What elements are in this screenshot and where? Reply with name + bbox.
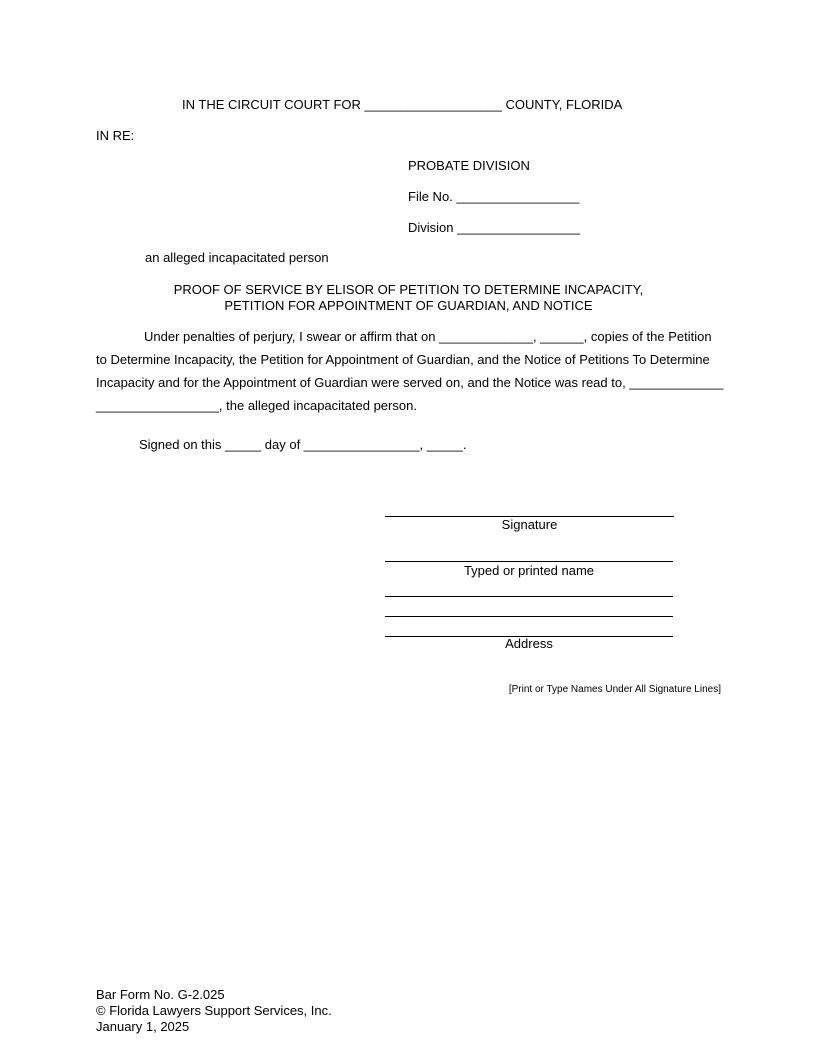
address-label: Address	[505, 636, 553, 651]
division-field: Division _________________	[408, 220, 581, 235]
signed-date-line: Signed on this _____ day of ________________, _____.	[139, 437, 467, 452]
paragraph-line-1: Under penalties of perjury, I swear or affirm that on _____________, ______, copies of the Petition	[144, 329, 712, 344]
form-footer	[96, 987, 332, 1035]
probate-division-label: PROBATE DIVISION	[408, 158, 530, 173]
paragraph-line-3: Incapacity and for the Appointment of Guardian were served on, and the Notice was read to, _____________	[96, 375, 724, 390]
court-heading	[182, 97, 622, 112]
bar-form-number: Bar Form No. G-2.025	[96, 987, 225, 1002]
signature-label: Signature	[501, 517, 558, 532]
title-line-1: PROOF OF SERVICE BY ELISOR OF PETITION TO DETERMINE INCAPACITY,	[173, 282, 644, 297]
title-line-2: PETITION FOR APPOINTMENT OF GUARDIAN, AND NOTICE	[224, 298, 593, 313]
affirmation-paragraph	[96, 325, 724, 417]
court-prefix: IN THE CIRCUIT COURT FOR	[182, 97, 361, 112]
printed-name-line	[385, 561, 673, 562]
in-re-label: IN RE:	[96, 128, 135, 143]
form-date: January 1, 2025	[96, 1019, 190, 1034]
paragraph-line-4: _________________, the alleged incapacitated person.	[96, 398, 417, 413]
alleged-person-label: an alleged incapacitated person	[145, 250, 329, 265]
copyright-notice: © Florida Lawyers Support Services, Inc.	[96, 1003, 332, 1018]
signature-note: [Print or Type Names Under All Signature Lines]	[508, 684, 721, 695]
document-title	[96, 282, 721, 314]
printed-name-label: Typed or printed name	[463, 563, 595, 578]
file-number-field: File No. _________________	[408, 189, 580, 204]
address-line-2	[385, 616, 673, 617]
paragraph-line-2: to Determine Incapacity, the Petition for Appointment of Guardian, and the Notice of Petitions To Determine	[96, 352, 710, 367]
county-blank: ___________________	[364, 97, 502, 112]
address-line-1	[385, 596, 673, 597]
court-suffix: COUNTY, FLORIDA	[505, 97, 623, 112]
